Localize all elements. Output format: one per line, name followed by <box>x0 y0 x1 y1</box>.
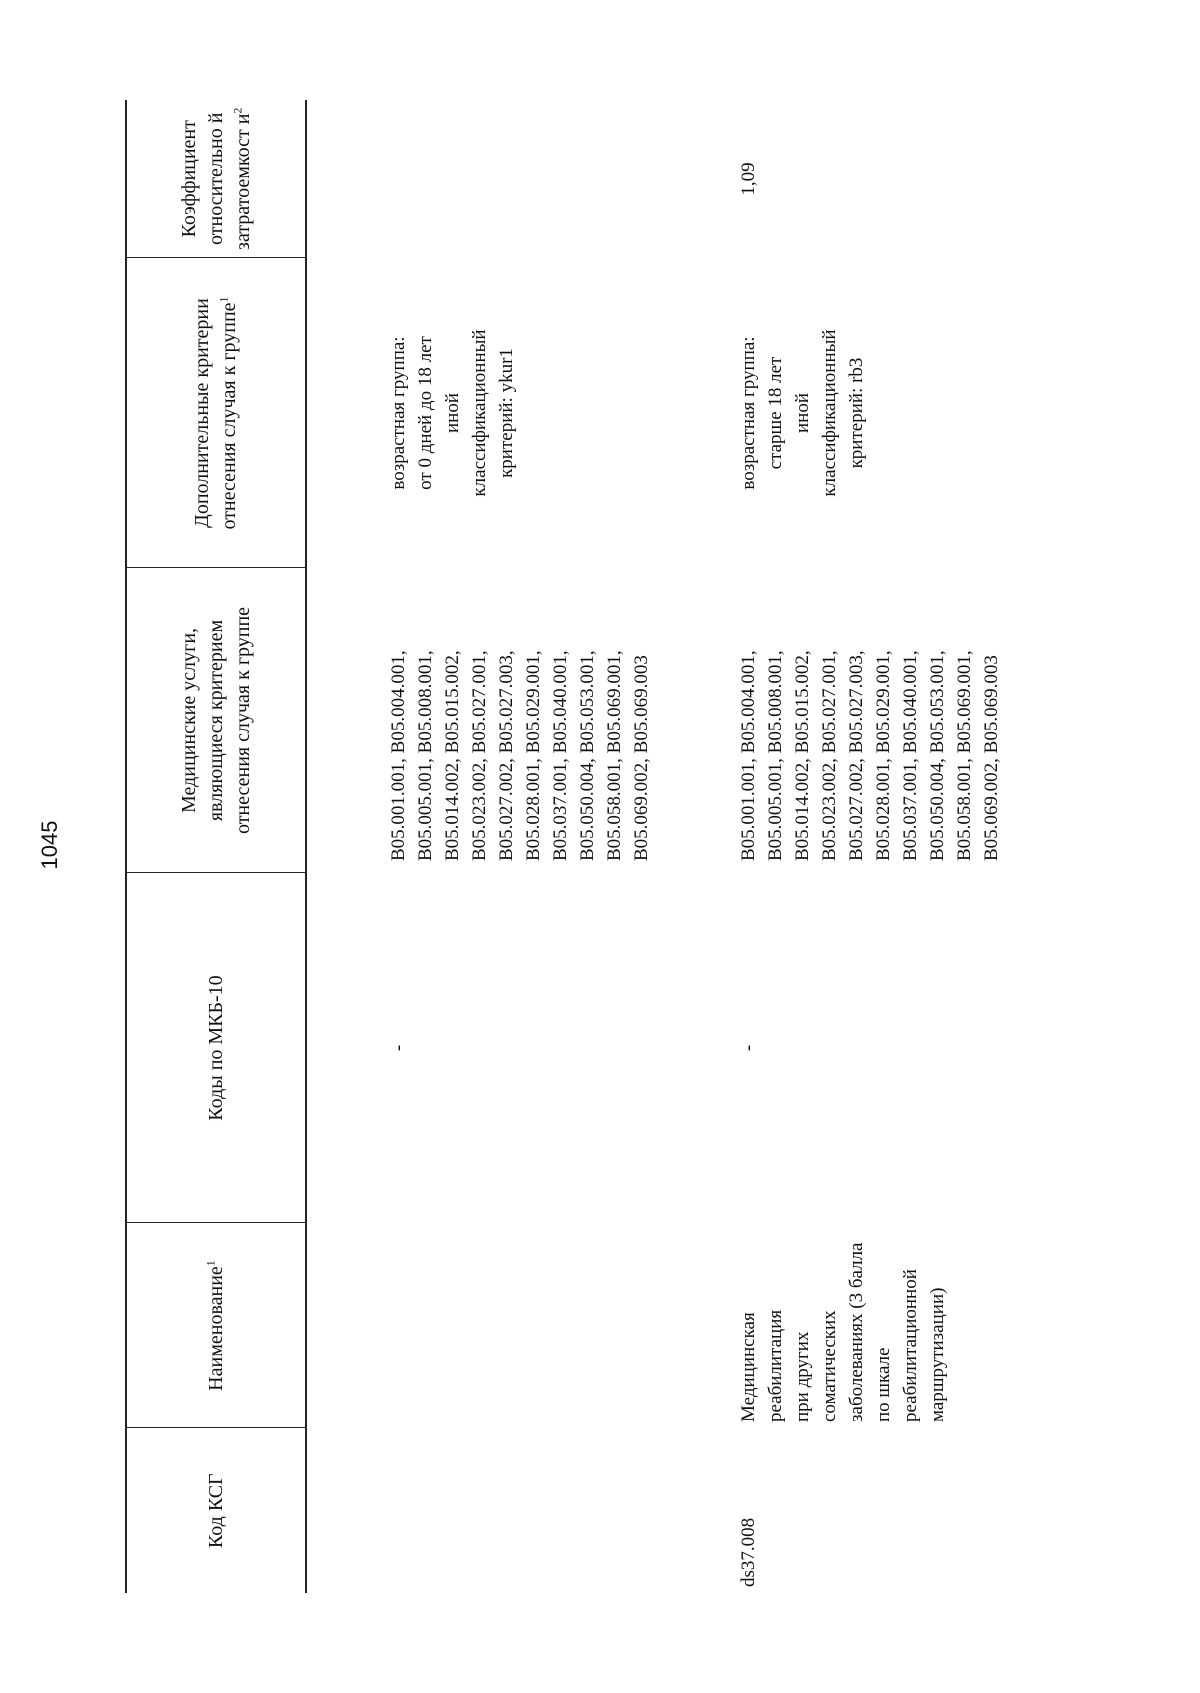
header-criteria: Дополнительные критерии отнесения случая к группе$^1$ <box>126 258 306 568</box>
page-number: 1045 <box>37 820 62 870</box>
header-mkb: Коды по МКБ-10 <box>126 873 306 1223</box>
header-coefficient: Коэффициент относительно й затратоемкост $и^2$ <box>126 100 306 258</box>
cell-criteria: возрастная группа: от 0 дней до 18 лет иной классификационный критерий: ykur1 <box>388 329 517 497</box>
cell-criteria: возрастная группа: старше 18 лет иной классификационный критерий: rb3 <box>738 329 867 497</box>
header-name: Наименование$^1$ <box>126 1223 306 1428</box>
table-row <box>306 100 655 1593</box>
cell-coefficient <box>306 100 655 258</box>
cell-mkb: - <box>738 1044 759 1052</box>
header-code: Код КСГ <box>126 1428 306 1593</box>
cell-coefficient: 1,09 <box>738 162 759 196</box>
table-header-row <box>126 100 306 1593</box>
cell-services: B05.001.001, B05.004.001, B05.005.001, B05.008.001, B05.014.002, B05.015.002, B05.023.002, B05.027.001, B05.027.002, B05.027.003, B05.028.001, B05.029.001, B05.037.001, B05.040.001, B05.050.004, B05.053.001, B05.058.001, B05.069.001, B05.069.002, B05.069.003 <box>388 650 652 861</box>
cell-code <box>306 1428 655 1593</box>
header-services: Медицинские услуги, являющиеся критерием отнесения случая к группе <box>126 568 306 873</box>
cell-name <box>306 1223 655 1428</box>
cell-services: B05.001.001, B05.004.001, B05.005.001, B05.008.001, B05.014.002, B05.015.002, B05.023.002, B05.027.001, B05.027.002, B05.027.003, B05.028.001, B05.029.001, B05.037.001, B05.040.001, B05.050.004, B05.053.001, B05.058.001, B05.069.001, B05.069.002, B05.069.003 <box>738 650 1002 861</box>
cell-mkb: - <box>388 1044 409 1052</box>
table-row <box>655 100 1005 1593</box>
cell-code: ds37.008 <box>738 1517 759 1587</box>
ksg-table <box>125 100 1005 1593</box>
ksg-table-container <box>125 100 1125 1593</box>
cell-name: Медицинская реабилитация при других соматических заболеваниях (3 балла по шкале реабилитационной маршрутизации) <box>738 1242 948 1422</box>
